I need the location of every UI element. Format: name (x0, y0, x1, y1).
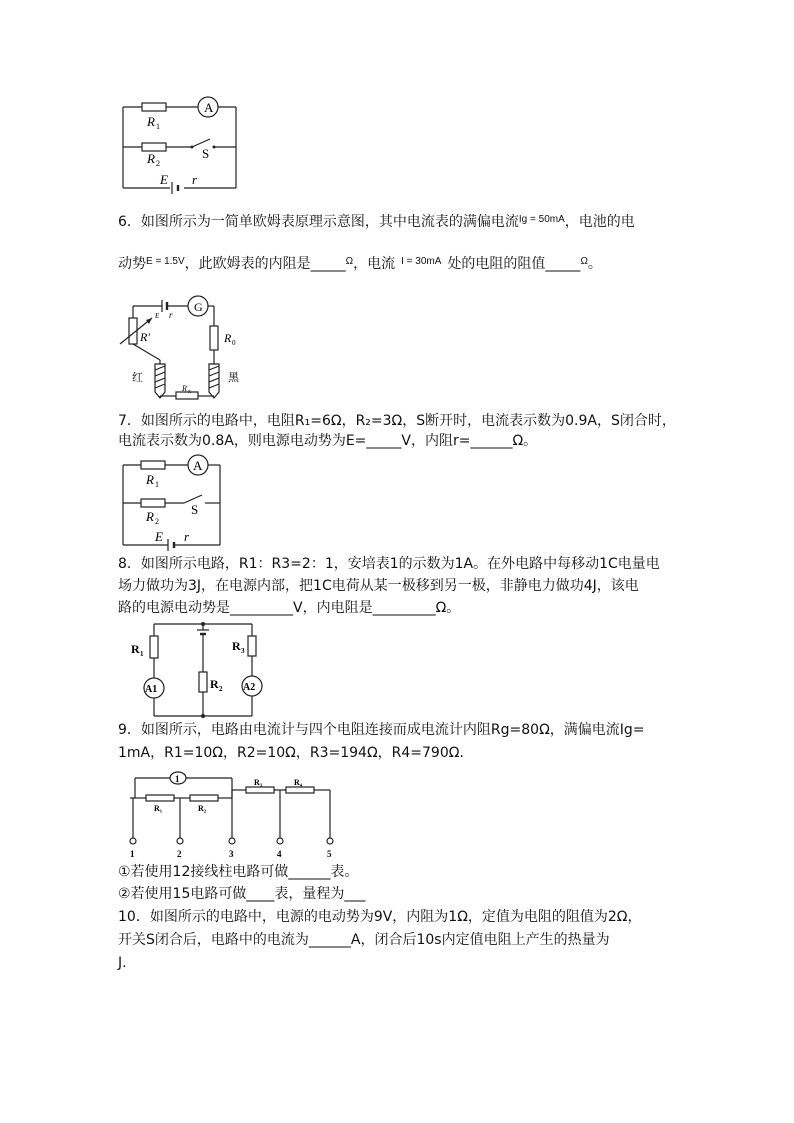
q8-line2: 场力做功为3J，在电源内部，把1C电荷从某一极移到另一极，非静电力做功4J，该电 (118, 578, 639, 594)
q9-r3-label: R₃ (254, 778, 263, 787)
r1-label: R (147, 114, 155, 129)
galvanometer-label: G (194, 300, 203, 314)
terminal-label-4: 4 (277, 849, 282, 859)
q6-emf-formula: E = 1.5V (146, 256, 185, 267)
r2-label: R (147, 151, 155, 166)
q8-line3: 路的电源电动势是_________V，内电阻是_________Ω。 (118, 600, 461, 616)
rx-sub: x (188, 389, 191, 395)
r0-sub: 0 (232, 339, 236, 347)
ohm-e-label: E (155, 312, 160, 320)
terminal-3 (229, 838, 235, 844)
q7-emf-label: E (155, 529, 163, 544)
q8-a1-label: A1 (145, 684, 158, 695)
q7-r1-sub: 1 (155, 480, 159, 489)
q7-r2-sub: 2 (155, 517, 159, 526)
q8-r3-sub: 3 (241, 647, 245, 655)
r1-sub: 1 (156, 122, 160, 131)
q6-period: 。 (587, 256, 602, 272)
ammeter-label: A (204, 100, 214, 115)
terminal-2 (177, 838, 183, 844)
switch-label: S (202, 146, 210, 161)
q6-text-d: ，电流 (353, 256, 396, 272)
q8-r3-label: R (232, 639, 241, 653)
q8-a2-label: A2 (243, 682, 256, 693)
internal-r-label: r (192, 172, 198, 187)
q8-r2-label: R (210, 677, 219, 691)
terminal-label-2: 2 (177, 849, 182, 859)
q9-line1: 9．如图所示，电路由电流计与四个电阻连接而成电流计内阻Rg=80Ω，满偏电流Ig= (118, 722, 645, 738)
terminal-label-5: 5 (327, 849, 332, 859)
q9-galvanometer-label: 1 (175, 774, 180, 784)
black-probe-label: 黑 (228, 372, 239, 384)
q7-switch-label: S (191, 502, 199, 517)
q9-line2: 1mA，R1=10Ω，R2=10Ω，R3=194Ω，R4=790Ω. (118, 745, 464, 761)
q6-blank-1: ，此欧姆表的内阻是_____ (184, 256, 346, 272)
terminal-1 (130, 838, 136, 844)
ohm-r-label: r (169, 310, 173, 320)
emf-label: E (160, 172, 168, 187)
q8-r2-sub: 2 (219, 685, 223, 693)
q7-r2-label: R (146, 509, 154, 524)
q7-line2: 电流表示数为0.8A，则电源电动势为E=_____V，内阻r=______Ω。 (118, 433, 538, 449)
q10-line2: 开关S闭合后，电路中的电流为______A，闭合后10s内定值电阻上产生的热量为 (118, 932, 610, 948)
r0-label: R (224, 331, 232, 345)
q9-r2-label: R₂ (198, 804, 207, 813)
terminal-label-3: 3 (229, 849, 234, 859)
terminal-5 (327, 838, 333, 844)
q6-text-b: ，电池的电 (564, 214, 635, 230)
q7-r1-label: R (146, 472, 154, 487)
terminal-4 (277, 838, 283, 844)
q6-ohm-1: Ω (345, 256, 354, 267)
q6-ig-formula: Ig = 50mA (518, 214, 565, 225)
q9-r1-label: R₁ (154, 804, 163, 813)
q6-i-formula: I = 30mA (401, 256, 442, 267)
q6-text-a: 6．如图所示为一简单欧姆表原理示意图，其中电流表的满偏电流 (118, 214, 519, 230)
q10-line3: J. (118, 955, 127, 971)
q8-r1-sub: 1 (140, 650, 144, 658)
q8-line1: 8．如图所示电路，R1：R3=2：1，安培表1的示数为1A。在外电路中每移动1C电量电 (118, 556, 660, 572)
q8-r1-label: R (131, 642, 140, 656)
q7-ammeter-label: A (193, 458, 203, 473)
q9-sub-a: ①若使用12接线柱电路可做______表。 (118, 864, 359, 880)
terminal-label-1: 1 (130, 849, 135, 859)
rx-label: R (182, 384, 187, 393)
q10-line1: 10．如图所示的电路中，电源的电动势为9V，内阻为1Ω，定值为电阻的阻值为2Ω， (118, 909, 642, 925)
q6-ohm-2: Ω (580, 256, 588, 267)
rprime-label: R′ (140, 330, 150, 344)
q6-blank-2: 处的电阻的阻值_____ (447, 256, 581, 272)
q6-text-c: 动势 (118, 256, 146, 272)
red-probe-label: 红 (132, 372, 143, 384)
q7-line1: 7．如图所示的电路中，电阻R₁=6Ω，R₂=3Ω，S断开时，电流表示数为0.9A，S闭合时， (118, 413, 676, 429)
r2-sub: 2 (156, 159, 160, 168)
q7-internal-label: r (184, 529, 190, 544)
q9-r4-label: R₄ (294, 778, 303, 787)
q9-sub-b: ②若使用15电路可做____表，量程为___ (118, 886, 366, 902)
